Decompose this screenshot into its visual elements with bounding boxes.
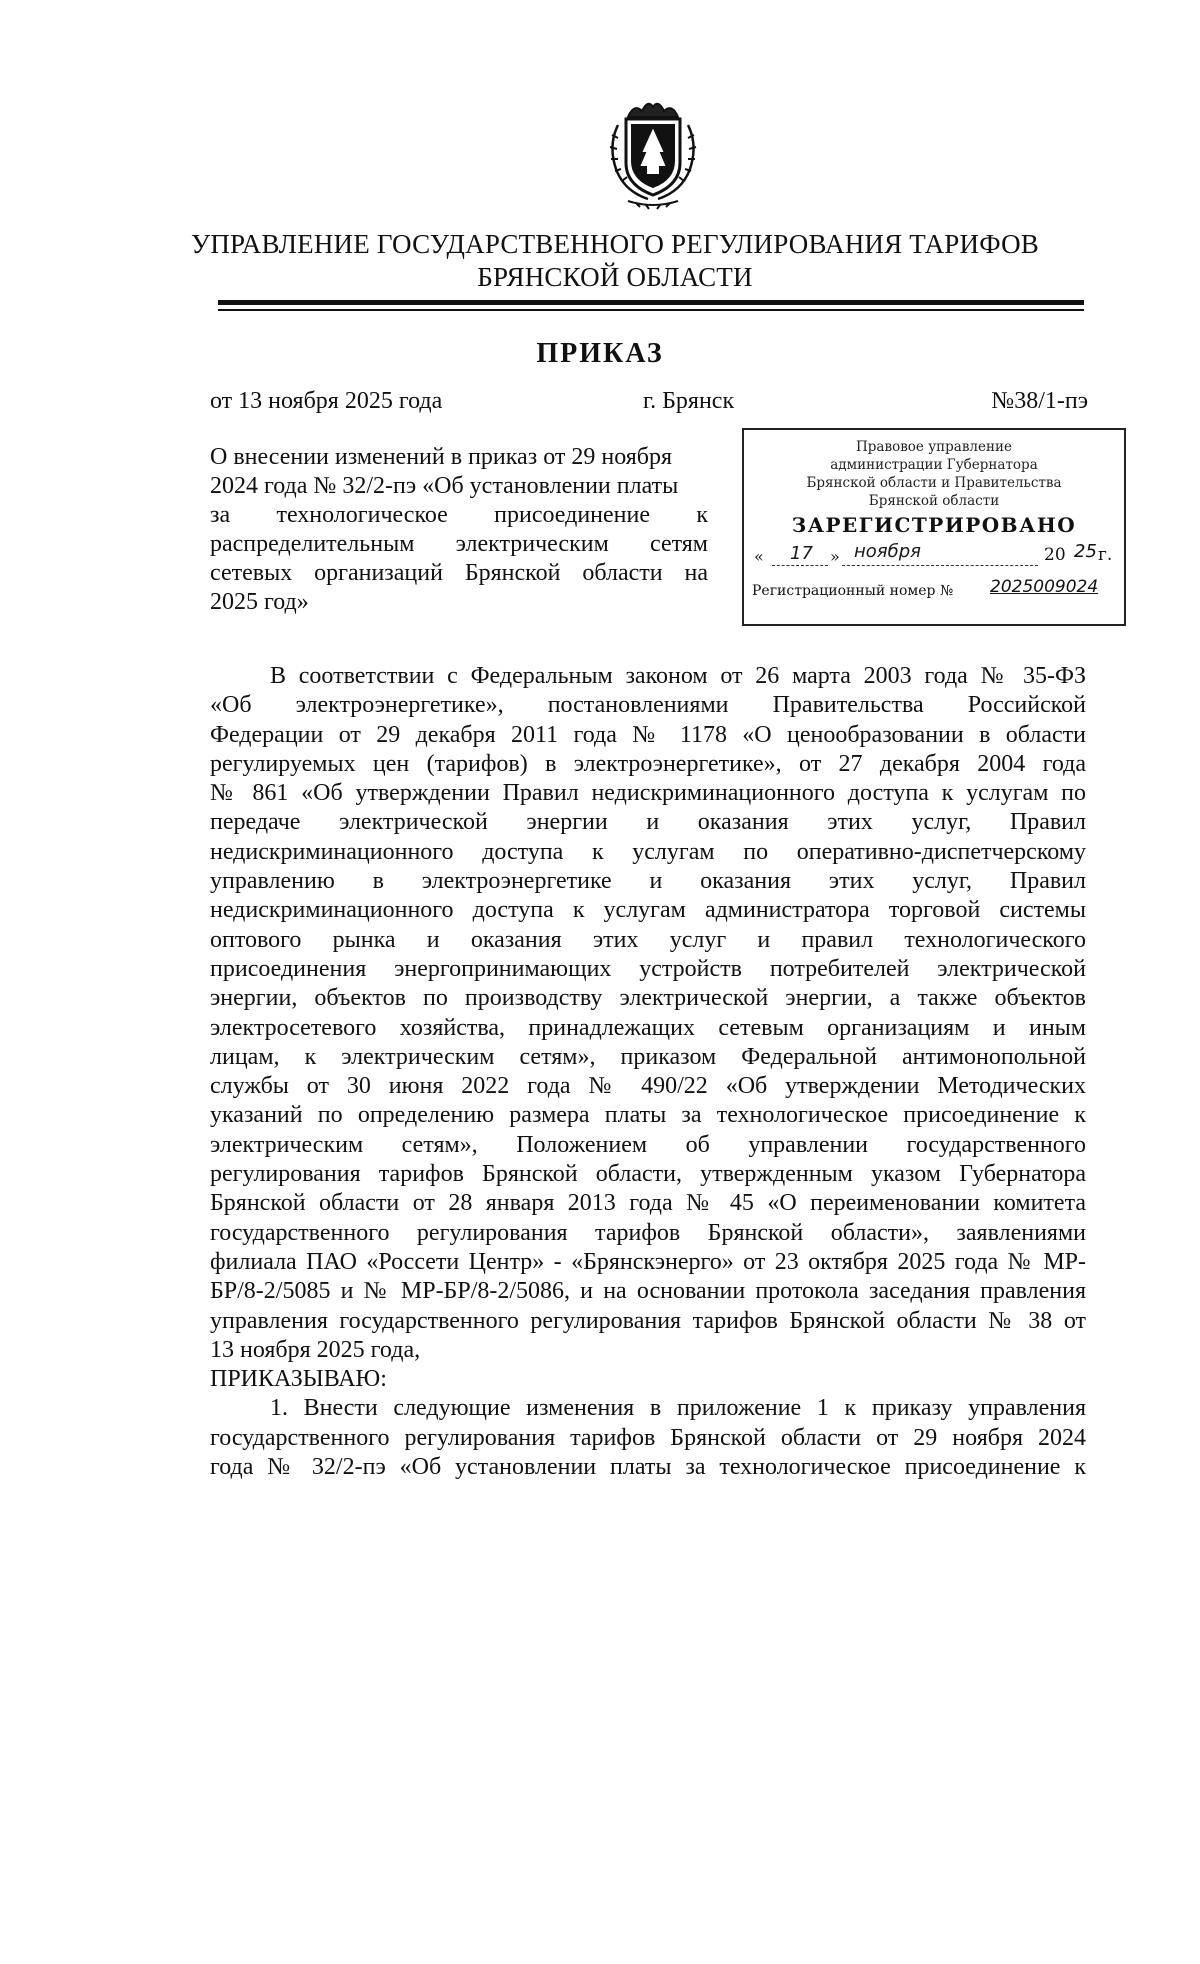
stamp-registered-label: ЗАРЕГИСТРИРОВАНО (791, 513, 1077, 537)
stamp-authority-line: Брянской области и Правительства (806, 475, 1062, 491)
body-line: 1. Внести следующие изменения в приложение 1 к приказу управления (270, 1395, 1086, 1422)
body-line: года № 32/2-пэ «Об установлении платы за технологическое присоединение к (210, 1454, 1086, 1481)
body-line: регулирования тарифов Брянской области, утвержденным указом Губернатора (210, 1161, 1086, 1188)
stamp-year-prefix: 20 (1044, 545, 1066, 565)
stamp-authority-line: Брянской области (868, 493, 1000, 509)
body-line: управления государственного регулирования тарифов Брянской области № 38 от (210, 1307, 1086, 1334)
body-line: присоединения энергопринимающих устройств потребителей электрической (210, 955, 1086, 982)
organization-name-line-1: УПРАВЛЕНИЕ ГОСУДАРСТВЕННОГО РЕГУЛИРОВАНИЯ ТАРИФОВ (191, 229, 1039, 259)
subject-line: сетевых организаций Брянской области на (210, 560, 708, 586)
body-line: регулируемых цен (тарифов) в электроэнергетике», от 27 декабря 2004 года (210, 750, 1086, 777)
order-subject (210, 443, 708, 617)
body-line: 13 ноября 2025 года, (210, 1336, 421, 1363)
stamp-authority-line: администрации Губернатора (830, 457, 1038, 473)
body-line: управлению в электроэнергетике и оказания этих услуг, Правил (210, 868, 1086, 895)
order-directive: ПРИКАЗЫВАЮ: (210, 1366, 387, 1393)
body-line: недискриминационного доступа к услугам администратора торговой системы (210, 897, 1086, 924)
subject-line: за технологическое присоединение к (210, 502, 708, 528)
body-line: Федерации от 29 декабря 2011 года № 1178 «О ценообразовании в области (210, 721, 1086, 748)
body-line: службы от 30 июня 2022 года № 490/22 «Об утверждении Методических (210, 1073, 1086, 1100)
header-divider-thick (218, 300, 1084, 305)
stamp-reg-value: 2025009024 (990, 577, 1099, 597)
order-number: №38/1-пэ (991, 388, 1088, 414)
subject-line: 2025 год» (210, 589, 309, 615)
stamp-date: « 17 » ноября 20 25 г. (754, 541, 1113, 566)
order-date: от 13 ноября 2025 года (210, 388, 443, 414)
stamp-authority-line: Правовое управление (856, 439, 1012, 455)
stamp-day: 17 (790, 543, 813, 564)
body-line: Брянской области от 28 января 2013 года № 45 «О переименовании комитета (210, 1190, 1086, 1217)
body-line: лицам, к электрическим сетям», приказом Федеральной антимонопольной (210, 1043, 1086, 1070)
body-line: электрическим сетям», Положением об управлении государственного (210, 1131, 1086, 1158)
coat-of-arms-icon (598, 95, 708, 210)
header-divider-thin (218, 309, 1084, 311)
subject-line: распределительным электрическим сетям (210, 531, 708, 557)
body-line: В соответствии с Федеральным законом от 26 марта 2003 года № 35-ФЗ (270, 663, 1086, 689)
stamp-registration-number (744, 577, 1124, 603)
document-title: ПРИКАЗ (536, 338, 664, 369)
body-line: оптового рынка и оказания этих услуг и правил технологического (210, 926, 1086, 953)
stamp-year-handwritten: 25 (1074, 541, 1097, 562)
body-line: № 861 «Об утверждении Правил недискриминационного доступа к услугам по (210, 780, 1086, 807)
body-line: государственного регулирования тарифов Брянской области от 29 ноября 2024 (210, 1424, 1086, 1451)
body-line: БР/8-2/5085 и № МР-БР/8-2/5086, и на основании протокола заседания правления (210, 1278, 1086, 1305)
organization-name-line-2: БРЯНСКОЙ ОБЛАСТИ (477, 262, 753, 292)
stamp-year-suffix: г. (1098, 545, 1113, 565)
body-line: указаний по определению размера платы за технологическое присоединение к (210, 1102, 1086, 1129)
stamp-month: ноября (854, 541, 921, 562)
stamp-reg-label: Регистрационный номер № (752, 583, 954, 599)
body-line: филиала ПАО «Россети Центр» - «Брянскэнерго» от 23 октября 2025 года № МР- (210, 1248, 1086, 1275)
body-line: государственного регулирования тарифов Брянской области», заявлениями (210, 1219, 1086, 1246)
body-line: «Об электроэнергетике», постановлениями Правительства Российской (210, 692, 1086, 719)
body-line: недискриминационного доступа к услугам по оперативно-диспетчерскому (210, 838, 1086, 865)
subject-line: 2024 года № 32/2-пэ «Об установлении платы (210, 473, 679, 499)
registration-stamp (742, 428, 1126, 626)
body-line: передаче электрической энергии и оказания этих услуг, Правил (210, 809, 1086, 836)
order-body (210, 662, 1086, 1482)
order-city: г. Брянск (643, 388, 735, 414)
subject-line: О внесении изменений в приказ от 29 ноября (210, 444, 673, 470)
body-line: электросетевого хозяйства, принадлежащих сетевым организациям и иным (210, 1014, 1086, 1041)
body-line: энергии, объектов по производству электрической энергии, а также объектов (210, 985, 1086, 1012)
